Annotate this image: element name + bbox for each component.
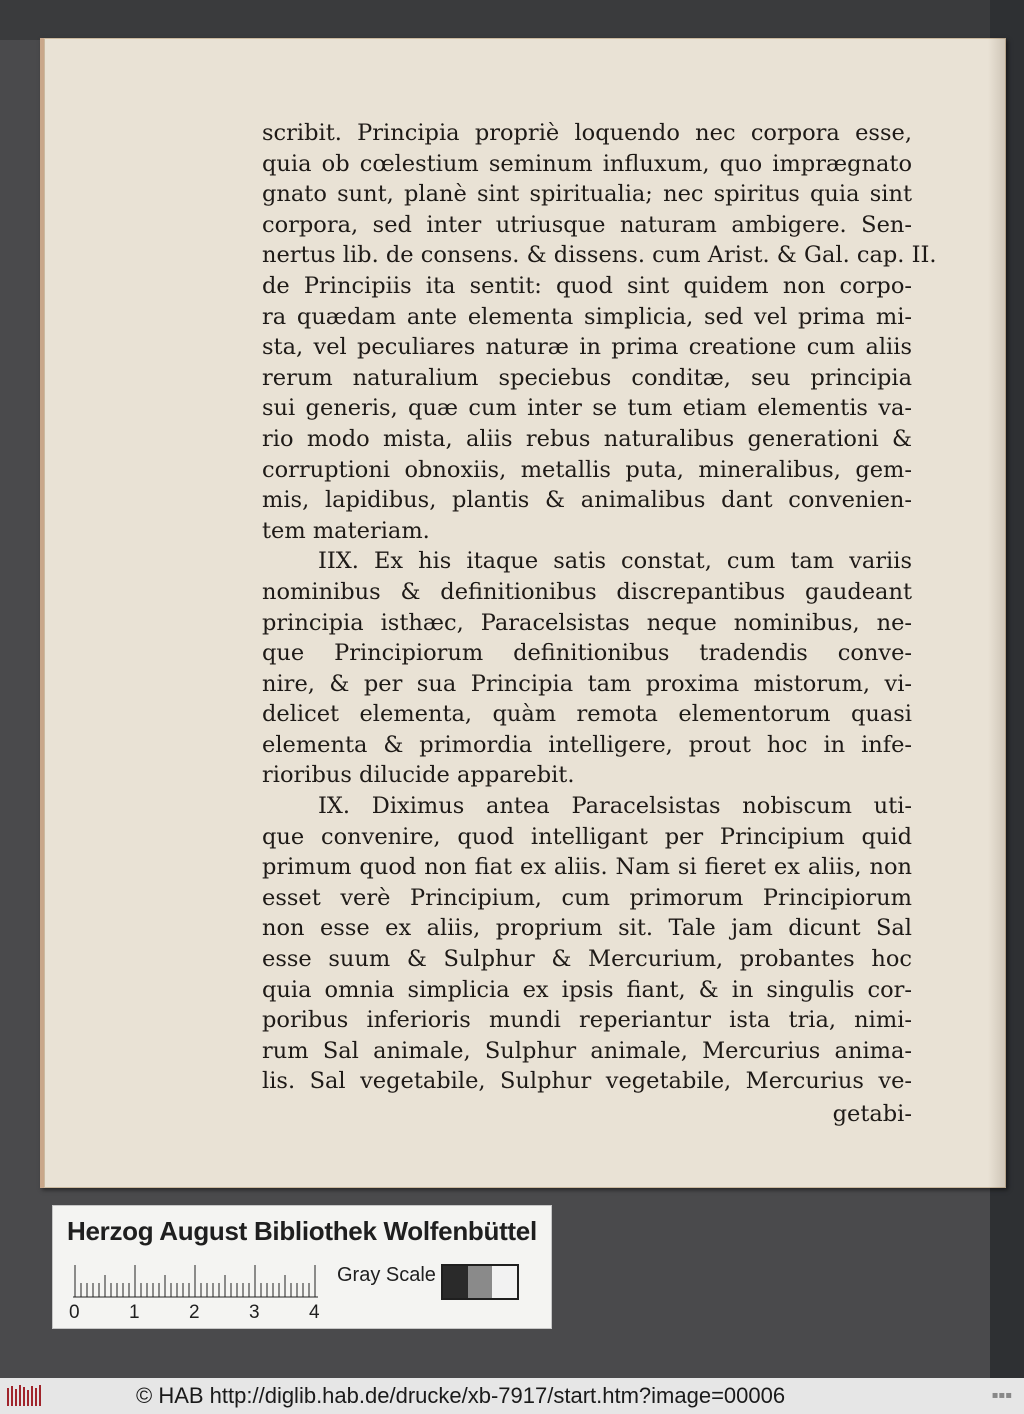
text-line: quia ob cœlestium seminum influxum, quo imprægnato xyxy=(262,150,912,177)
text-line: scribit. Principia propriè loquendo nec corpora esse, xyxy=(262,120,912,146)
footer-menu-dots-icon: ▪▪▪ xyxy=(991,1390,1012,1401)
footer-url-text[interactable]: © HAB http://diglib.hab.de/drucke/xb-7917/start.htm?image=00006 xyxy=(136,1383,786,1408)
color-target-card xyxy=(52,1205,552,1329)
swatch-mid xyxy=(468,1266,493,1298)
text-line: primum quod non fiat ex aliis. Nam si fieret ex aliis, non xyxy=(262,854,912,881)
ruler-label-1: 1 xyxy=(129,1302,140,1323)
text-line: sui generis, quæ cum inter se tum etiam elementis va- xyxy=(262,395,912,422)
text-line: nertus lib. de consens. & dissens. cum Arist. & Gal. cap. II. xyxy=(262,242,937,269)
text-line: que convenire, quod intelligant per Principium quid xyxy=(262,823,912,850)
text-line: esse suum & Sulphur & Mercurium, probantes hoc xyxy=(262,946,912,973)
text-line: nire, & per sua Principia tam proxima mistorum, vi- xyxy=(262,670,912,697)
library-title: Herzog August Bibliothek Wolfenbüttel xyxy=(67,1216,537,1246)
text-line: rum Sal animale, Sulphur animale, Mercurius anima- xyxy=(262,1037,912,1064)
gray-scale-swatches xyxy=(441,1264,519,1300)
text-line: de Principiis ita sentit: quod sint quidem non corpo- xyxy=(262,272,912,299)
text-line: poribus inferioris mundi reperiantur ista tria, nimi- xyxy=(262,1007,912,1034)
page-text xyxy=(262,118,937,1130)
text-line: quia omnia simplicia ex ipsis fiant, & in singulis cor- xyxy=(262,976,912,1003)
text-line: non esse ex aliis, proprium sit. Tale jam dicunt Sal xyxy=(262,915,912,942)
book-page xyxy=(40,38,1006,1188)
scan-background-top xyxy=(0,0,1024,40)
text-line: esset verè Principium, cum primorum Principiorum xyxy=(262,884,912,911)
gray-scale-label: Gray Scale xyxy=(337,1264,436,1286)
text-line: principia isthæc, Paracelsistas neque nominibus, ne- xyxy=(262,609,912,636)
text-line: ra quædam ante elementa simplicia, sed vel prima mi- xyxy=(262,303,912,330)
text-line: tem materiam. xyxy=(262,517,430,544)
ruler-label-3: 3 xyxy=(249,1302,260,1323)
viewer-footer xyxy=(0,1378,1024,1414)
text-line: gnato sunt, planè sint spiritualia; nec spiritus quia sint xyxy=(262,181,912,208)
text-line: lis. Sal vegetabile, Sulphur vegetabile, Mercurius ve- xyxy=(262,1068,912,1095)
text-line: rio modo mista, aliis rebus naturalibus generationi & xyxy=(262,425,912,452)
catchword: getabi- xyxy=(832,1101,912,1127)
text-line: mis, lapidibus, plantis & animalibus dant convenien- xyxy=(262,487,912,514)
ruler-label-4: 4 xyxy=(309,1302,320,1323)
swatch-dark xyxy=(443,1266,468,1298)
text-line: que Principiorum definitionibus tradendis conve- xyxy=(262,640,912,667)
text-line: nominibus & definitionibus discrepantibus gaudeant xyxy=(262,578,912,605)
text-line: rerum naturalium speciebus conditæ, seu principia xyxy=(262,364,912,391)
swatch-light xyxy=(492,1266,517,1298)
ruler-label-2: 2 xyxy=(189,1302,200,1323)
hab-logo-icon xyxy=(6,1384,44,1408)
text-line: delicet elementa, quàm remota elementorum quasi xyxy=(262,701,912,728)
text-line: corpora, sed inter utriusque naturam ambigere. Sen- xyxy=(262,211,912,238)
text-line: IX. Diximus antea Paracelsistas nobiscum uti- xyxy=(318,793,912,820)
text-line: corruptioni obnoxiis, metallis puta, mineralibus, gem- xyxy=(262,456,912,483)
text-line: IIX. Ex his itaque satis constat, cum tam variis xyxy=(318,548,912,575)
ruler-label-0: 0 xyxy=(69,1302,80,1323)
text-line: sta, vel peculiares naturæ in prima creatione cum aliis xyxy=(262,334,912,361)
measurement-ruler xyxy=(73,1264,323,1298)
text-line: elementa & primordia intelligere, prout hoc in infe- xyxy=(262,731,912,758)
text-line: rioribus dilucide apparebit. xyxy=(262,762,575,789)
